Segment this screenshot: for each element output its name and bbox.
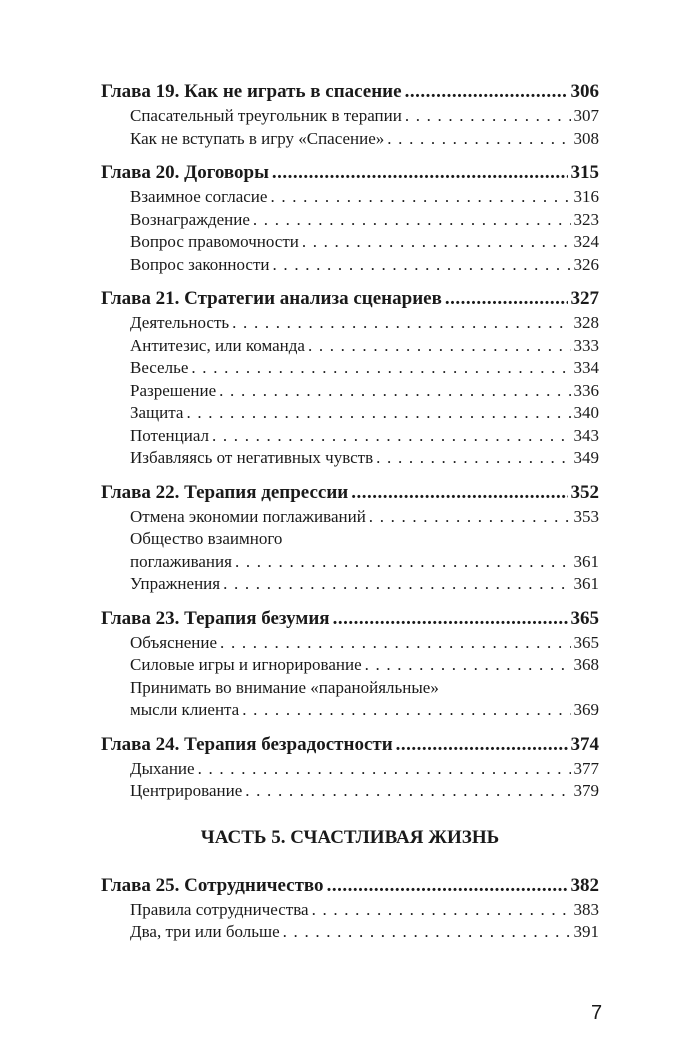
section-list: [101, 105, 599, 150]
section-page-number: 316: [573, 187, 599, 206]
chapter-list: [101, 873, 599, 944]
toc-entry[interactable]: [130, 254, 599, 277]
table-of-contents: [101, 79, 599, 954]
dot-leader: [376, 447, 570, 470]
section-list: [101, 758, 599, 803]
dot-leader: [223, 573, 570, 596]
dot-leader: [302, 231, 571, 254]
chapter-page-number: 382: [570, 874, 599, 896]
section-title: Взаимное согласие: [130, 187, 268, 206]
section-title: Силовые игры и игнорирование: [130, 655, 362, 674]
section-title: Защита: [130, 403, 184, 422]
section-page-number: 349: [573, 448, 599, 467]
dot-leader: [365, 654, 571, 677]
toc-entry[interactable]: [130, 899, 599, 922]
section-title: Центрирование: [130, 781, 243, 800]
section-title: Спасательный треугольник в терапии: [130, 106, 402, 125]
chapter-title: Глава 24. Терапия безрадостности: [101, 733, 393, 755]
toc-entry[interactable]: [130, 573, 599, 596]
toc-entry[interactable]: [130, 654, 599, 677]
section-title: Потенциал: [130, 425, 209, 445]
chapter-page-number: 306: [570, 81, 599, 102]
section-list: [101, 632, 599, 722]
chapter-title: Глава 22. Терапия депрессии: [101, 481, 349, 503]
section-title: Дыхание: [130, 758, 195, 778]
toc-entry[interactable]: [130, 357, 599, 380]
toc-entry[interactable]: [130, 128, 599, 151]
dot-leader: [312, 899, 571, 922]
dot-leader: [235, 551, 571, 574]
toc-entry[interactable]: [130, 186, 599, 209]
chapter-title: Глава 20. Договоры: [101, 162, 269, 183]
chapter-title: Глава 23. Терапия безумия: [101, 607, 330, 629]
section-page-number: 365: [573, 632, 599, 652]
chapter-heading[interactable]: [101, 732, 599, 758]
dot-leader: [186, 402, 570, 425]
chapter-page-number: 315: [570, 162, 599, 183]
toc-entry[interactable]: [130, 335, 599, 358]
dot-leader: [387, 128, 570, 151]
toc-entry[interactable]: [130, 105, 599, 128]
dot-leader: [351, 480, 567, 506]
section-title: мысли клиента: [130, 700, 240, 719]
dot-leader: [198, 758, 571, 781]
chapter-title: Глава 21. Стратегии анализа сценариев: [101, 288, 442, 309]
section-page-number: 361: [573, 551, 599, 571]
chapter-page-number: 327: [570, 288, 599, 309]
section-title: Отмена экономии поглаживаний: [130, 506, 366, 526]
dot-leader: [405, 79, 568, 105]
toc-entry[interactable]: [130, 758, 599, 781]
dot-leader: [219, 380, 570, 403]
dot-leader: [283, 921, 571, 944]
dot-leader: [220, 632, 570, 655]
section-title: Вознаграждение: [130, 209, 250, 229]
chapter-heading[interactable]: [101, 480, 599, 506]
chapter-heading[interactable]: [101, 606, 599, 632]
section-page-number: 326: [573, 254, 599, 274]
section-page-number: 333: [573, 335, 599, 355]
section-page-number: 377: [573, 758, 599, 778]
section-page-number: 334: [573, 358, 599, 377]
section-list: [101, 312, 599, 470]
toc-entry[interactable]: [130, 921, 599, 944]
chapter-heading[interactable]: [101, 286, 599, 312]
chapter-page-number: 352: [570, 481, 599, 503]
toc-entry[interactable]: [130, 380, 599, 403]
section-page-number: 383: [573, 899, 599, 919]
section-title: Деятельность: [130, 313, 230, 332]
section-title: Упражнения: [130, 574, 221, 593]
page-number: 7: [591, 1002, 603, 1024]
toc-chapter: [101, 732, 599, 803]
section-page-number: 379: [573, 781, 599, 800]
section-page-number: 340: [573, 403, 599, 422]
dot-leader: [396, 732, 568, 758]
chapter-list: [101, 79, 599, 803]
toc-entry[interactable]: [130, 447, 599, 470]
toc-entry[interactable]: [130, 312, 599, 335]
dot-leader: [245, 780, 570, 803]
section-page-number: 368: [573, 655, 599, 674]
dot-leader: [242, 699, 570, 722]
toc-chapter: [101, 79, 599, 150]
dot-leader: [212, 425, 571, 448]
section-title: Избавляясь от негативных чувств: [130, 448, 374, 467]
section-title: Антитезис, или команда: [130, 335, 305, 355]
dot-leader: [232, 312, 570, 335]
section-page-number: 343: [573, 425, 599, 445]
section-page-number: 353: [573, 506, 599, 526]
toc-chapter: [101, 873, 599, 944]
section-title: Веселье: [130, 358, 189, 377]
section-page-number: 328: [573, 313, 599, 332]
toc-entry[interactable]: [130, 209, 599, 232]
section-page-number: 391: [573, 922, 599, 941]
toc-chapter: [101, 480, 599, 596]
section-page-number: 369: [573, 700, 599, 719]
chapter-page-number: 374: [570, 733, 599, 755]
section-title-line: Принимать во внимание «паранойяльные»: [130, 677, 439, 697]
section-title: Правила сотрудничества: [130, 899, 309, 919]
section-page-number: 336: [573, 380, 599, 400]
chapter-heading[interactable]: [101, 160, 599, 186]
section-page-number: 307: [573, 106, 599, 125]
section-title: Как не вступать в игру «Спасение»: [130, 128, 385, 148]
toc-entry[interactable]: [130, 699, 599, 722]
toc-entry[interactable]: [130, 780, 599, 803]
toc-chapter: [101, 606, 599, 722]
dot-leader: [445, 286, 568, 312]
dot-leader: [270, 186, 570, 209]
dot-leader: [253, 209, 571, 232]
dot-leader: [405, 105, 571, 128]
dot-leader: [272, 160, 568, 186]
dot-leader: [327, 873, 568, 899]
chapter-heading[interactable]: [101, 873, 599, 899]
section-title: Два, три или больше: [130, 922, 280, 941]
toc-entry[interactable]: [130, 231, 599, 254]
section-page-number: 361: [573, 574, 599, 593]
toc-entry[interactable]: [130, 402, 599, 425]
part-heading: ЧАСТЬ 5. СЧАСТЛИВАЯ ЖИЗНЬ: [200, 826, 500, 848]
dot-leader: [273, 254, 571, 277]
chapter-page-number: 365: [570, 607, 599, 629]
section-title: Объяснение: [130, 632, 218, 652]
toc-entry[interactable]: [130, 551, 599, 574]
dot-leader: [191, 357, 570, 380]
toc-chapter: [101, 160, 599, 276]
toc-chapter: [101, 286, 599, 470]
dot-leader: [369, 506, 571, 529]
toc-entry[interactable]: [130, 632, 599, 655]
dot-leader: [333, 606, 568, 632]
section-page-number: 324: [573, 232, 599, 251]
section-list: [101, 186, 599, 276]
section-title-line: Общество взаимного: [130, 529, 283, 548]
section-title: поглаживания: [130, 551, 232, 571]
chapter-heading[interactable]: [101, 79, 599, 105]
section-page-number: 308: [573, 128, 599, 148]
chapter-title: Глава 19. Как не играть в спасение: [101, 81, 402, 102]
section-list: [101, 899, 599, 944]
section-title: Вопрос правомочности: [130, 232, 299, 251]
section-title: Вопрос законности: [130, 254, 270, 274]
dot-leader: [308, 335, 571, 358]
section-list: [101, 506, 599, 596]
toc-entry[interactable]: [130, 425, 599, 448]
section-page-number: 323: [573, 209, 599, 229]
chapter-title: Глава 25. Сотрудничество: [101, 874, 324, 896]
toc-entry[interactable]: [130, 506, 599, 529]
section-title: Разрешение: [130, 380, 217, 400]
